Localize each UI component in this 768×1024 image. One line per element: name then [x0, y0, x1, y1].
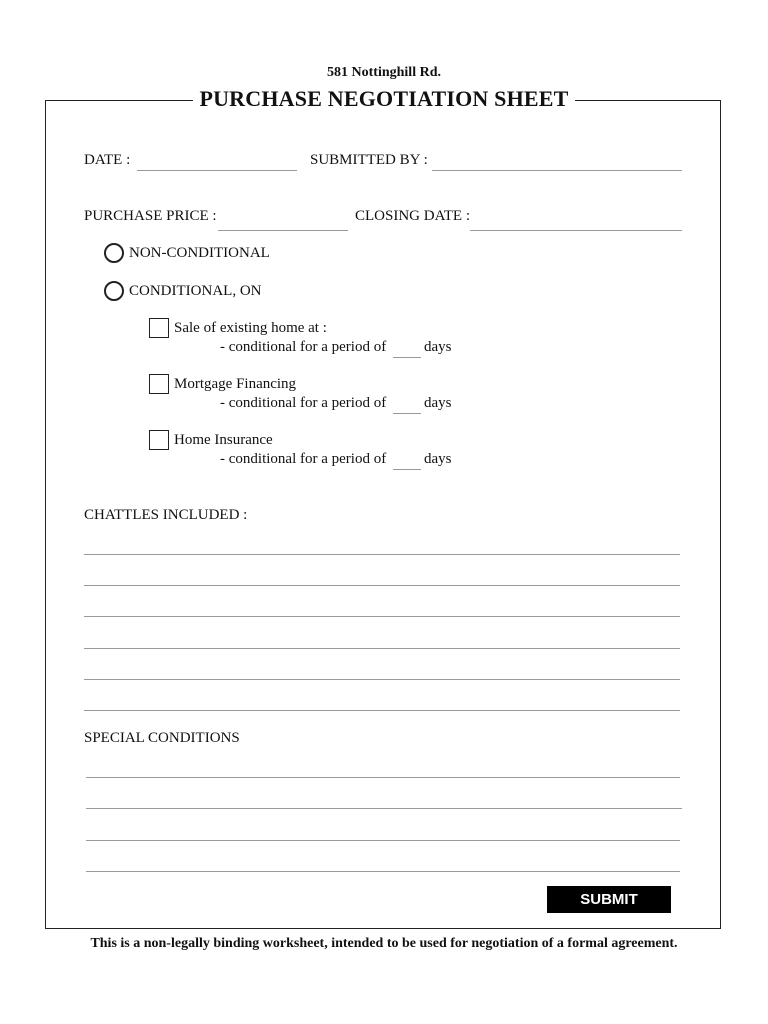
- chattles-label: CHATTLES INCLUDED :: [84, 507, 248, 523]
- sale-of-home-days-unit: days: [424, 339, 452, 355]
- chattles-line[interactable]: [84, 585, 680, 586]
- special-conditions-line[interactable]: [86, 840, 680, 841]
- chattles-line[interactable]: [84, 554, 680, 555]
- home-insurance-period-text: - conditional for a period of: [220, 451, 387, 467]
- form-title: PURCHASE NEGOTIATION SHEET: [193, 86, 574, 111]
- mortgage-financing-label: Mortgage Financing: [174, 376, 297, 392]
- submit-button[interactable]: SUBMIT: [547, 886, 671, 913]
- mortgage-financing-checkbox[interactable]: [149, 374, 169, 394]
- sale-of-home-checkbox[interactable]: [149, 318, 169, 338]
- mortgage-financing-days-field[interactable]: [393, 413, 421, 414]
- conditional-radio[interactable]: [104, 281, 124, 301]
- home-insurance-days-unit: days: [424, 451, 452, 467]
- non-conditional-label: NON-CONDITIONAL: [129, 245, 270, 261]
- home-insurance-days-field[interactable]: [393, 469, 421, 470]
- sale-of-home-days-field[interactable]: [393, 357, 421, 358]
- non-conditional-radio[interactable]: [104, 243, 124, 263]
- chattles-line[interactable]: [84, 710, 680, 711]
- mortgage-financing-period-text: - conditional for a period of: [220, 395, 387, 411]
- purchase-price-label: PURCHASE PRICE :: [84, 208, 217, 224]
- submitted-by-field[interactable]: [432, 170, 682, 171]
- conditional-label: CONDITIONAL, ON: [129, 283, 262, 299]
- chattles-line[interactable]: [84, 648, 680, 649]
- date-label: DATE :: [84, 152, 131, 168]
- special-conditions-label: SPECIAL CONDITIONS: [84, 730, 240, 746]
- disclaimer-text: This is a non-legally binding worksheet, intended to be used for negotiation of a formal agreement.: [90, 936, 678, 951]
- chattles-line[interactable]: [84, 679, 680, 680]
- closing-date-label: CLOSING DATE :: [355, 208, 470, 224]
- sale-of-home-period-text: - conditional for a period of: [220, 339, 387, 355]
- purchase-price-field[interactable]: [218, 230, 348, 231]
- sale-of-home-label: Sale of existing home at :: [174, 320, 327, 336]
- special-conditions-line[interactable]: [86, 808, 682, 809]
- home-insurance-label: Home Insurance: [174, 432, 273, 448]
- form-title-wrap: [0, 86, 768, 112]
- special-conditions-line[interactable]: [86, 871, 680, 872]
- home-insurance-checkbox[interactable]: [149, 430, 169, 450]
- mortgage-financing-days-unit: days: [424, 395, 452, 411]
- special-conditions-line[interactable]: [86, 777, 680, 778]
- closing-date-field[interactable]: [470, 230, 682, 231]
- date-field[interactable]: [137, 170, 297, 171]
- submitted-by-label: SUBMITTED BY :: [310, 152, 428, 168]
- chattles-line[interactable]: [84, 616, 680, 617]
- property-address: 581 Nottinghill Rd.: [327, 65, 441, 80]
